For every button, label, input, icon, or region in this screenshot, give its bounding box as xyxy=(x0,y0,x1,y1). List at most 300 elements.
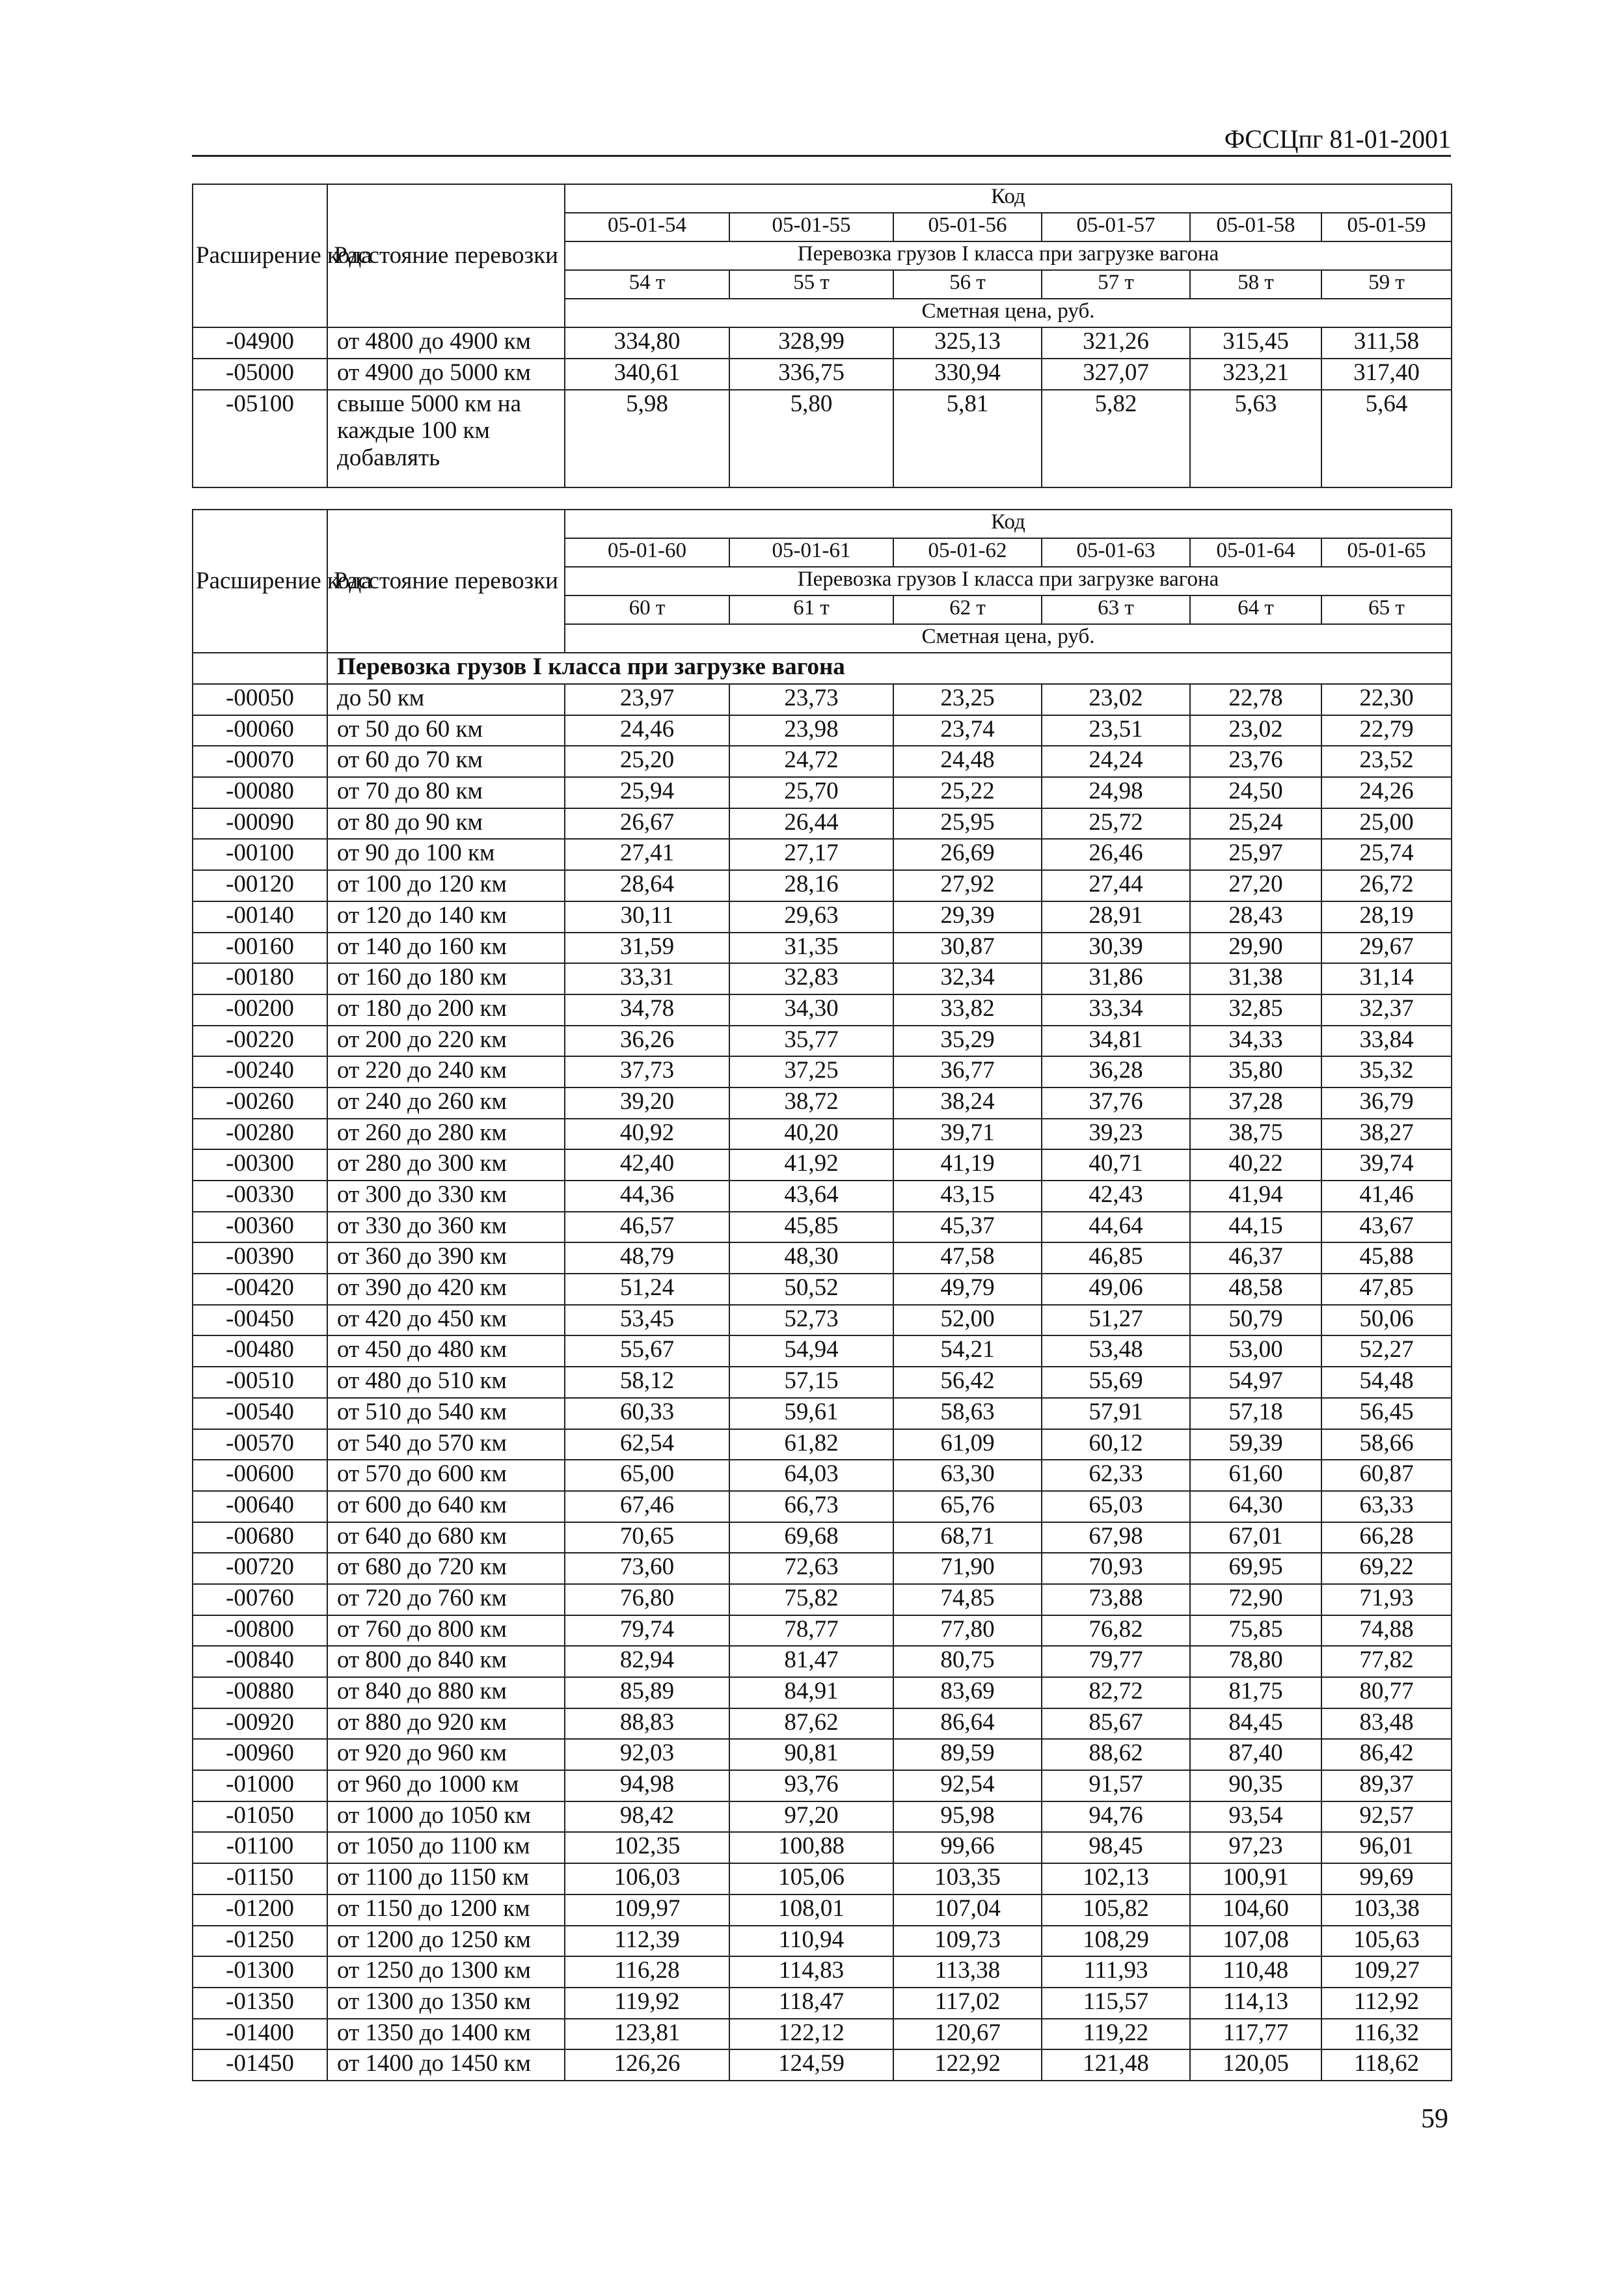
price-cell: 62,33 xyxy=(1042,1460,1190,1491)
price-cell: 23,97 xyxy=(565,684,729,715)
price-cell: 25,22 xyxy=(893,777,1042,808)
price-cell: 36,77 xyxy=(893,1056,1042,1087)
price-cell: 35,29 xyxy=(893,1026,1042,1057)
price-cell: 24,50 xyxy=(1190,777,1321,808)
distance-cell: от 960 до 1000 км xyxy=(327,1770,565,1801)
weight-cell: 61 т xyxy=(729,595,893,624)
price-cell: 5,64 xyxy=(1321,390,1452,487)
extension-code-cell: -00050 xyxy=(193,684,327,715)
price-cell: 65,76 xyxy=(893,1491,1042,1522)
weight-cell: 64 т xyxy=(1190,595,1321,624)
extension-code-cell: -00240 xyxy=(193,1056,327,1087)
price-cell: 5,98 xyxy=(565,390,729,487)
price-cell: 27,17 xyxy=(729,839,893,870)
distance-cell: от 80 до 90 км xyxy=(327,808,565,840)
price-cell: 109,73 xyxy=(893,1926,1042,1957)
price-cell: 33,82 xyxy=(893,994,1042,1026)
distance-header: Расстояние перевозки xyxy=(327,184,565,327)
distance-cell: от 280 до 300 км xyxy=(327,1149,565,1181)
price-cell: 28,91 xyxy=(1042,901,1190,933)
price-cell: 119,22 xyxy=(1042,2019,1190,2050)
extension-code-cell: -00640 xyxy=(193,1491,327,1522)
price-cell: 120,67 xyxy=(893,2019,1042,2050)
price-cell: 116,28 xyxy=(565,1956,729,1988)
distance-cell: от 510 до 540 км xyxy=(327,1398,565,1429)
distance-cell: от 300 до 330 км xyxy=(327,1181,565,1212)
price-cell: 53,45 xyxy=(565,1305,729,1336)
price-cell: 67,98 xyxy=(1042,1522,1190,1553)
price-cell: 84,91 xyxy=(729,1677,893,1708)
code-cell: 05-01-61 xyxy=(729,538,893,567)
price-cell: 31,14 xyxy=(1321,963,1452,994)
price-cell: 32,83 xyxy=(729,963,893,994)
extension-code-cell: -00160 xyxy=(193,933,327,964)
distance-cell: от 1250 до 1300 км xyxy=(327,1956,565,1988)
extension-code-cell: -00070 xyxy=(193,746,327,777)
price-cell: 73,88 xyxy=(1042,1584,1190,1615)
weight-cell: 60 т xyxy=(565,595,729,624)
price-cell: 58,12 xyxy=(565,1367,729,1398)
price-cell: 5,80 xyxy=(729,390,893,487)
price-cell: 5,63 xyxy=(1190,390,1321,487)
ext-header: Расширение кода xyxy=(193,510,327,653)
extension-code-cell: -00300 xyxy=(193,1149,327,1181)
distance-cell: от 240 до 260 км xyxy=(327,1087,565,1119)
price-cell: 29,90 xyxy=(1190,933,1321,964)
price-cell: 120,05 xyxy=(1190,2049,1321,2081)
extension-code-cell: -04900 xyxy=(193,327,327,359)
table-row xyxy=(193,1926,1452,1957)
price-cell: 86,42 xyxy=(1321,1739,1452,1770)
table-row xyxy=(193,1305,1452,1336)
price-cell: 55,69 xyxy=(1042,1367,1190,1398)
price-cell: 23,02 xyxy=(1190,715,1321,746)
weight-cell: 56 т xyxy=(893,270,1042,299)
price-cell: 85,89 xyxy=(565,1677,729,1708)
table-row xyxy=(193,1832,1452,1863)
extension-code-cell: -01050 xyxy=(193,1801,327,1833)
price-cell: 41,19 xyxy=(893,1149,1042,1181)
price-cell: 24,24 xyxy=(1042,746,1190,777)
price-cell: 25,24 xyxy=(1190,808,1321,840)
price-cell: 126,26 xyxy=(565,2049,729,2081)
table2-body xyxy=(193,653,1452,2081)
price-cell: 72,90 xyxy=(1190,1584,1321,1615)
price-cell: 39,20 xyxy=(565,1087,729,1119)
extension-code-cell: -00260 xyxy=(193,1087,327,1119)
extension-code-cell: -00360 xyxy=(193,1212,327,1243)
extension-code-cell: -00180 xyxy=(193,963,327,994)
price-cell: 61,09 xyxy=(893,1429,1042,1460)
price-cell: 48,58 xyxy=(1190,1274,1321,1305)
price-cell: 65,03 xyxy=(1042,1491,1190,1522)
price-cell: 25,70 xyxy=(729,777,893,808)
distance-cell: от 60 до 70 км xyxy=(327,746,565,777)
price-cell: 36,26 xyxy=(565,1026,729,1057)
price-cell: 77,82 xyxy=(1321,1646,1452,1677)
table-row xyxy=(193,1988,1452,2019)
price-cell: 63,30 xyxy=(893,1460,1042,1491)
price-cell: 41,46 xyxy=(1321,1181,1452,1212)
price-cell: 57,91 xyxy=(1042,1398,1190,1429)
price-cell: 66,28 xyxy=(1321,1522,1452,1553)
code-cell: 05-01-63 xyxy=(1042,538,1190,567)
price-cell: 61,60 xyxy=(1190,1460,1321,1491)
price-cell: 72,63 xyxy=(729,1553,893,1584)
code-cell: 05-01-55 xyxy=(729,213,893,241)
price-cell: 35,77 xyxy=(729,1026,893,1057)
price-cell: 38,24 xyxy=(893,1087,1042,1119)
distance-cell: от 140 до 160 км xyxy=(327,933,565,964)
price-cell: 36,28 xyxy=(1042,1056,1190,1087)
price-cell: 78,77 xyxy=(729,1615,893,1647)
extension-code-cell: -01400 xyxy=(193,2019,327,2050)
table-row xyxy=(193,1367,1452,1398)
distance-cell: от 1400 до 1450 км xyxy=(327,2049,565,2081)
distance-cell: от 840 до 880 км xyxy=(327,1677,565,1708)
table-row xyxy=(193,1677,1452,1708)
price-cell: 336,75 xyxy=(729,359,893,390)
table-row xyxy=(193,1708,1452,1740)
price-cell: 328,99 xyxy=(729,327,893,359)
price-cell: 69,68 xyxy=(729,1522,893,1553)
price-cell: 81,47 xyxy=(729,1646,893,1677)
price-cell: 47,85 xyxy=(1321,1274,1452,1305)
price-cell: 44,15 xyxy=(1190,1212,1321,1243)
price-cell: 87,40 xyxy=(1190,1739,1321,1770)
price-cell: 69,22 xyxy=(1321,1553,1452,1584)
table-row xyxy=(193,359,1452,390)
price-cell: 38,72 xyxy=(729,1087,893,1119)
table-row xyxy=(193,1149,1452,1181)
price-cell: 70,93 xyxy=(1042,1553,1190,1584)
price-cell: 23,25 xyxy=(893,684,1042,715)
price-cell: 23,74 xyxy=(893,715,1042,746)
code-cell: 05-01-54 xyxy=(565,213,729,241)
price-cell: 105,82 xyxy=(1042,1894,1190,1926)
table-row xyxy=(193,963,1452,994)
price-cell: 46,85 xyxy=(1042,1242,1190,1274)
price-cell: 42,40 xyxy=(565,1149,729,1181)
extension-code-cell: -01200 xyxy=(193,1894,327,1926)
weight-cell: 59 т xyxy=(1321,270,1452,299)
distance-cell: от 1000 до 1050 км xyxy=(327,1801,565,1833)
price-cell: 39,23 xyxy=(1042,1119,1190,1150)
price-cell: 26,44 xyxy=(729,808,893,840)
price-cell: 37,73 xyxy=(565,1056,729,1087)
section-spacer-cell xyxy=(193,653,327,684)
extension-code-cell: -00880 xyxy=(193,1677,327,1708)
table-row xyxy=(193,1212,1452,1243)
price-cell: 23,76 xyxy=(1190,746,1321,777)
price-cell: 91,57 xyxy=(1042,1770,1190,1801)
price-cell: 100,88 xyxy=(729,1832,893,1863)
price-cell: 108,01 xyxy=(729,1894,893,1926)
price-cell: 23,52 xyxy=(1321,746,1452,777)
price-cell: 45,37 xyxy=(893,1212,1042,1243)
distance-cell: от 880 до 920 км xyxy=(327,1708,565,1740)
table-row xyxy=(193,901,1452,933)
price-cell: 69,95 xyxy=(1190,1553,1321,1584)
price-cell: 32,34 xyxy=(893,963,1042,994)
code-cell: 05-01-59 xyxy=(1321,213,1452,241)
price-cell: 321,26 xyxy=(1042,327,1190,359)
price-cell: 25,20 xyxy=(565,746,729,777)
table-row xyxy=(193,1522,1452,1553)
distance-cell: от 160 до 180 км xyxy=(327,963,565,994)
price-cell: 23,98 xyxy=(729,715,893,746)
price-cell: 51,24 xyxy=(565,1274,729,1305)
price-cell: 24,72 xyxy=(729,746,893,777)
extension-code-cell: -00200 xyxy=(193,994,327,1026)
price-cell: 29,39 xyxy=(893,901,1042,933)
table-row xyxy=(193,933,1452,964)
price-cell: 98,45 xyxy=(1042,1832,1190,1863)
price-cell: 325,13 xyxy=(893,327,1042,359)
price-table-1 xyxy=(192,184,1452,488)
distance-cell: от 180 до 200 км xyxy=(327,994,565,1026)
weight-cell: 58 т xyxy=(1190,270,1321,299)
extension-code-cell: -00600 xyxy=(193,1460,327,1491)
price-cell: 122,92 xyxy=(893,2049,1042,2081)
weight-cell: 63 т xyxy=(1042,595,1190,624)
price-cell: 24,46 xyxy=(565,715,729,746)
price-cell: 38,75 xyxy=(1190,1119,1321,1150)
price-cell: 92,03 xyxy=(565,1739,729,1770)
price-cell: 93,54 xyxy=(1190,1801,1321,1833)
price-cell: 121,48 xyxy=(1042,2049,1190,2081)
price-cell: 43,64 xyxy=(729,1181,893,1212)
price-cell: 48,79 xyxy=(565,1242,729,1274)
distance-cell: от 120 до 140 км xyxy=(327,901,565,933)
price-cell: 52,00 xyxy=(893,1305,1042,1336)
document-code: ФССЦпг 81-01-2001 xyxy=(1224,124,1451,154)
price-cell: 97,20 xyxy=(729,1801,893,1833)
distance-cell: от 1150 до 1200 км xyxy=(327,1894,565,1926)
distance-cell: от 200 до 220 км xyxy=(327,1026,565,1057)
price-cell: 54,94 xyxy=(729,1335,893,1367)
price-cell: 33,34 xyxy=(1042,994,1190,1026)
price-cell: 66,73 xyxy=(729,1491,893,1522)
price-cell: 34,30 xyxy=(729,994,893,1026)
price-cell: 25,72 xyxy=(1042,808,1190,840)
price-cell: 22,79 xyxy=(1321,715,1452,746)
extension-code-cell: -00090 xyxy=(193,808,327,840)
extension-code-cell: -00100 xyxy=(193,839,327,870)
price-cell: 311,58 xyxy=(1321,327,1452,359)
price-cell: 89,59 xyxy=(893,1739,1042,1770)
price-cell: 60,33 xyxy=(565,1398,729,1429)
price-cell: 100,91 xyxy=(1190,1863,1321,1894)
price-cell: 27,92 xyxy=(893,870,1042,901)
price-cell: 92,54 xyxy=(893,1770,1042,1801)
distance-cell: от 760 до 800 км xyxy=(327,1615,565,1647)
price-cell: 40,92 xyxy=(565,1119,729,1150)
extension-code-cell: -00120 xyxy=(193,870,327,901)
price-cell: 87,62 xyxy=(729,1708,893,1740)
price-cell: 40,71 xyxy=(1042,1149,1190,1181)
price-cell: 30,11 xyxy=(565,901,729,933)
price-cell: 31,35 xyxy=(729,933,893,964)
table-row xyxy=(193,1026,1452,1057)
price-cell: 37,28 xyxy=(1190,1087,1321,1119)
section-title: Перевозка грузов I класса при загрузке вагона xyxy=(327,653,1452,684)
distance-cell: от 260 до 280 км xyxy=(327,1119,565,1150)
table-row xyxy=(193,1739,1452,1770)
price-cell: 113,38 xyxy=(893,1956,1042,1988)
price-cell: 90,35 xyxy=(1190,1770,1321,1801)
code-header: Код xyxy=(565,184,1452,213)
distance-cell: от 90 до 100 км xyxy=(327,839,565,870)
price-cell: 103,35 xyxy=(893,1863,1042,1894)
price-cell: 59,61 xyxy=(729,1398,893,1429)
price-cell: 47,58 xyxy=(893,1242,1042,1274)
distance-cell: от 540 до 570 км xyxy=(327,1429,565,1460)
price-cell: 62,54 xyxy=(565,1429,729,1460)
price-cell: 103,38 xyxy=(1321,1894,1452,1926)
price-cell: 98,42 xyxy=(565,1801,729,1833)
price-cell: 22,78 xyxy=(1190,684,1321,715)
price-cell: 56,42 xyxy=(893,1367,1042,1398)
price-cell: 33,84 xyxy=(1321,1026,1452,1057)
extension-code-cell: -00800 xyxy=(193,1615,327,1647)
price-cell: 58,63 xyxy=(893,1398,1042,1429)
distance-cell: свыше 5000 км на каждые 100 км добавлять xyxy=(327,390,565,487)
distance-cell: от 360 до 390 км xyxy=(327,1242,565,1274)
distance-cell: от 720 до 760 км xyxy=(327,1584,565,1615)
price-cell: 82,72 xyxy=(1042,1677,1190,1708)
price-cell: 25,00 xyxy=(1321,808,1452,840)
price-cell: 32,85 xyxy=(1190,994,1321,1026)
price-cell: 54,21 xyxy=(893,1335,1042,1367)
price-cell: 25,97 xyxy=(1190,839,1321,870)
extension-code-cell: -01300 xyxy=(193,1956,327,1988)
extension-code-cell: -05000 xyxy=(193,359,327,390)
distance-cell: от 920 до 960 км xyxy=(327,1739,565,1770)
price-cell: 95,98 xyxy=(893,1801,1042,1833)
price-cell: 63,33 xyxy=(1321,1491,1452,1522)
extension-code-cell: -00720 xyxy=(193,1553,327,1584)
price-cell: 97,23 xyxy=(1190,1832,1321,1863)
extension-code-cell: -00220 xyxy=(193,1026,327,1057)
weight-cell: 57 т xyxy=(1042,270,1190,299)
price-cell: 35,80 xyxy=(1190,1056,1321,1087)
table-row xyxy=(193,1863,1452,1894)
table-row xyxy=(193,1274,1452,1305)
code-header: Код xyxy=(565,510,1452,538)
distance-cell: от 1100 до 1150 км xyxy=(327,1863,565,1894)
price-cell: 29,63 xyxy=(729,901,893,933)
price-cell: 75,85 xyxy=(1190,1615,1321,1647)
price-cell: 80,75 xyxy=(893,1646,1042,1677)
price-cell: 57,15 xyxy=(729,1367,893,1398)
price-cell: 67,46 xyxy=(565,1491,729,1522)
price-cell: 57,18 xyxy=(1190,1398,1321,1429)
price-cell: 25,74 xyxy=(1321,839,1452,870)
price-cell: 53,00 xyxy=(1190,1335,1321,1367)
price-cell: 117,02 xyxy=(893,1988,1042,2019)
table-row xyxy=(193,994,1452,1026)
price-cell: 82,94 xyxy=(565,1646,729,1677)
extension-code-cell: -01350 xyxy=(193,1988,327,2019)
price-cell: 116,32 xyxy=(1321,2019,1452,2050)
price-cell: 53,48 xyxy=(1042,1335,1190,1367)
price-cell: 74,88 xyxy=(1321,1615,1452,1647)
distance-cell: от 570 до 600 км xyxy=(327,1460,565,1491)
extension-code-cell: -01450 xyxy=(193,2049,327,2081)
distance-cell: от 70 до 80 км xyxy=(327,777,565,808)
price-cell: 117,77 xyxy=(1190,2019,1321,2050)
extension-code-cell: -00080 xyxy=(193,777,327,808)
price-cell: 79,74 xyxy=(565,1615,729,1647)
extension-code-cell: -00760 xyxy=(193,1584,327,1615)
price-cell: 49,06 xyxy=(1042,1274,1190,1305)
price-cell: 29,67 xyxy=(1321,933,1452,964)
extension-code-cell: -00330 xyxy=(193,1181,327,1212)
price-cell: 34,78 xyxy=(565,994,729,1026)
extension-code-cell: -00570 xyxy=(193,1429,327,1460)
price-cell: 323,21 xyxy=(1190,359,1321,390)
extension-code-cell: -01250 xyxy=(193,1926,327,1957)
table-row xyxy=(193,1398,1452,1429)
price-cell: 26,72 xyxy=(1321,870,1452,901)
price-cell: 54,97 xyxy=(1190,1367,1321,1398)
price-cell: 33,31 xyxy=(565,963,729,994)
code-cell: 05-01-60 xyxy=(565,538,729,567)
price-cell: 317,40 xyxy=(1321,359,1452,390)
price-cell: 60,12 xyxy=(1042,1429,1190,1460)
price-cell: 105,63 xyxy=(1321,1926,1452,1957)
price-cell: 124,59 xyxy=(729,2049,893,2081)
price-cell: 30,39 xyxy=(1042,933,1190,964)
price-cell: 46,37 xyxy=(1190,1242,1321,1274)
price-cell: 92,57 xyxy=(1321,1801,1452,1833)
price-cell: 327,07 xyxy=(1042,359,1190,390)
price-cell: 38,27 xyxy=(1321,1119,1452,1150)
price-cell: 93,76 xyxy=(729,1770,893,1801)
price-cell: 54,48 xyxy=(1321,1367,1452,1398)
code-cell: 05-01-58 xyxy=(1190,213,1321,241)
price-table-2 xyxy=(192,509,1452,2081)
distance-cell: от 4900 до 5000 км xyxy=(327,359,565,390)
price-cell: 59,39 xyxy=(1190,1429,1321,1460)
price-cell: 75,82 xyxy=(729,1584,893,1615)
price-cell: 28,19 xyxy=(1321,901,1452,933)
price-cell: 109,97 xyxy=(565,1894,729,1926)
price-cell: 118,47 xyxy=(729,1988,893,2019)
price-cell: 315,45 xyxy=(1190,327,1321,359)
extension-code-cell: -00060 xyxy=(193,715,327,746)
price-cell: 64,03 xyxy=(729,1460,893,1491)
price-cell: 96,01 xyxy=(1321,1832,1452,1863)
price-cell: 27,41 xyxy=(565,839,729,870)
distance-cell: от 390 до 420 км xyxy=(327,1274,565,1305)
price-cell: 24,26 xyxy=(1321,777,1452,808)
table-row xyxy=(193,746,1452,777)
price-cell: 99,69 xyxy=(1321,1863,1452,1894)
price-cell: 76,82 xyxy=(1042,1615,1190,1647)
extension-code-cell: -00680 xyxy=(193,1522,327,1553)
price-cell: 112,39 xyxy=(565,1926,729,1957)
extension-code-cell: -00480 xyxy=(193,1335,327,1367)
price-cell: 28,43 xyxy=(1190,901,1321,933)
price-cell: 50,79 xyxy=(1190,1305,1321,1336)
price-cell: 70,65 xyxy=(565,1522,729,1553)
table-row xyxy=(193,684,1452,715)
table-row xyxy=(193,1335,1452,1367)
price-cell: 26,67 xyxy=(565,808,729,840)
price-cell: 115,57 xyxy=(1042,1988,1190,2019)
